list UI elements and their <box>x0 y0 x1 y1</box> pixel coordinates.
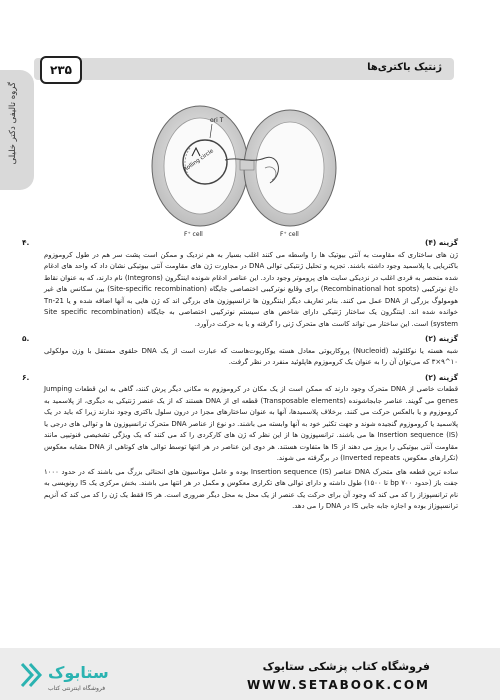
page-number: ۲۳۵ <box>40 56 82 84</box>
question-number: ۶. <box>22 372 30 382</box>
side-tab <box>0 70 34 190</box>
left-cell-label: F⁺ cell <box>184 231 203 238</box>
question-number: ۵. <box>22 334 30 343</box>
right-cell-label: F⁺ cell <box>280 231 299 238</box>
paragraph: ساده ترین قطعه های متحرک DNA عناصر Insertion sequence (IS) بوده و عامل موتاسیون های انحنائی بزرگ می باشند که در حدود ۱۰۰۰ جفت باز (حدود ۷۰۰ bp تا ۱۵۰۰) طول داشته و دارای توالی های تکراری معکوس و مکمل در هر انتها می باشند. بخش مرکزی یک IS رونویسی به نام ترانسپوزاز را کد می کند که وجود آن برای حرکت یک عنصر از یک محل به محل دیگر ضروری است. هر IS فقط یک ژن را کد می کند که آنزیم ترانسپوزاز بوده و اجازه جابه جایی IS در DNA را می دهد. <box>44 467 459 510</box>
chapter-title: ژنتیک باکتری‌ها <box>367 62 442 73</box>
ori-label: ori T <box>210 117 224 124</box>
answer-head: گزینه (۴) <box>424 238 458 247</box>
svg-text:فروشگاه اینترنتی کتاب: فروشگاه اینترنتی کتاب <box>48 685 106 692</box>
paragraph: شبه هسته یا نوکلئوئید (Nucleoid) پروکاریوتی معادل هسته یوکاریوت‌هاست که عبارت است از یک DNA حلقوی مستقل با وزن مولکولی ۱۰^۹×۳ که می‌توان آن را به عنوان یک کروموزوم هاپلوئید منفرد در نظر گرفت. <box>44 346 459 366</box>
svg-text:ستابوک: ستابوک <box>48 663 109 682</box>
question-5 <box>22 333 458 345</box>
question-6 <box>22 372 458 384</box>
question-4 <box>22 237 458 249</box>
answer-text <box>22 234 459 515</box>
footer <box>0 648 500 700</box>
answer-head: گزینه (۲) <box>424 334 458 343</box>
question-number: ۴. <box>22 238 30 247</box>
rolling-circle-label: Rolling circle <box>182 148 215 174</box>
store-name: فروشگاه کتاب پزشکی ستابوک <box>262 660 430 673</box>
answer-head: گزینه (۲) <box>424 372 458 382</box>
paragraph: قطعات خاصی از DNA متحرک وجود دارند که ممکن است از یک مکان در کروموزوم به مکانی دیگر پرش کنند، گاهی به این قطعات Jumping genes می گویند. عناصر جابجاشونده (Transposable elements) قطعه ای از DNA هستند که از یک عنصر ژنتیکی به دیگری، از پلاسمید به کروموزوم و یا بالعکس حرکت می کنند. برخلاف پلاسمیدها، آنها به عنوان ساختارهای مجزا در درون سلول باکتری وجود ندارند زیرا که باید در یک پلاسمید یا کروموزوم گنجیده شوند و جهت تکثیر خود به آنها وابسته می باشند. دو نوع از عناصر DNA متحرک ترانسپوزون ها و توالی های درجی یا Insertion sequence (IS) ها می باشند. ترانسپوزون ها از این نظر که ژن های کارکردی را کد می کنند که یک ویژگی تشخیصی فنوتیپی مانند مقاومت آنتی بیوتیکی را بروز می دهند از IS ها متفاوت هستند. هر دوی این عناصر در هر انتها توسط توالی های کوتاهی از DNA مشابه معکوس (تکرارهای معکوس، Inverted repeats) در برگرفته می شوند. <box>44 385 458 462</box>
paragraph: ژن های ساختاری که مقاومت به آنتی بیوتیک ها را واسطه می کنند اغلب بسیار به هم نزدیک و ممکن است پشت سر هم در طول کروموزوم باکتریایی یا پلاسمید وجود داشته باشند. تجزیه و تحلیل ژنتیکی توالی DNA در مجاورت ژن های مقاومت آنتی بیوتیکی نشان داد که واحد های ادغام شده منحصر به فردی اغلب در نزدیکی سایت های پروموتر وجود دارد. این عناصر ادغام شونده اینتگرون (Integrons) نام دارند، که به عنوان نقاط داغ نوترکیبی (Recombinational hot spots) برای وقایع نوترکیبی اختصاصی جایگاه (Site-specific recombination) بین سکانس های غیر هومولوگ بزرگی از DNA عمل می کنند. بنابر تعاریف دیگر اینتگرون ها ترانسپوزون های بزرگی اند که ژن هایی به آنها اضافه شده و یا Tn-21 خوانده شده اند. اینتگرون یک ساختار ژنتیکی دارای شاخص های سیستم نوترکیبی اختصاصی به جایگاه (Site specific recombination system) است. این ساختار می تواند کاست های متحرک ژنی را گرفته و یا به حرکت درآورد. <box>44 250 459 328</box>
store-url[interactable]: WWW.SETABOOK.COM <box>246 678 430 692</box>
side-tab-label: گروه تالیفی دکتر خلیلی <box>8 82 18 165</box>
conjugation-figure <box>150 98 340 238</box>
setabook-logo <box>18 656 158 694</box>
